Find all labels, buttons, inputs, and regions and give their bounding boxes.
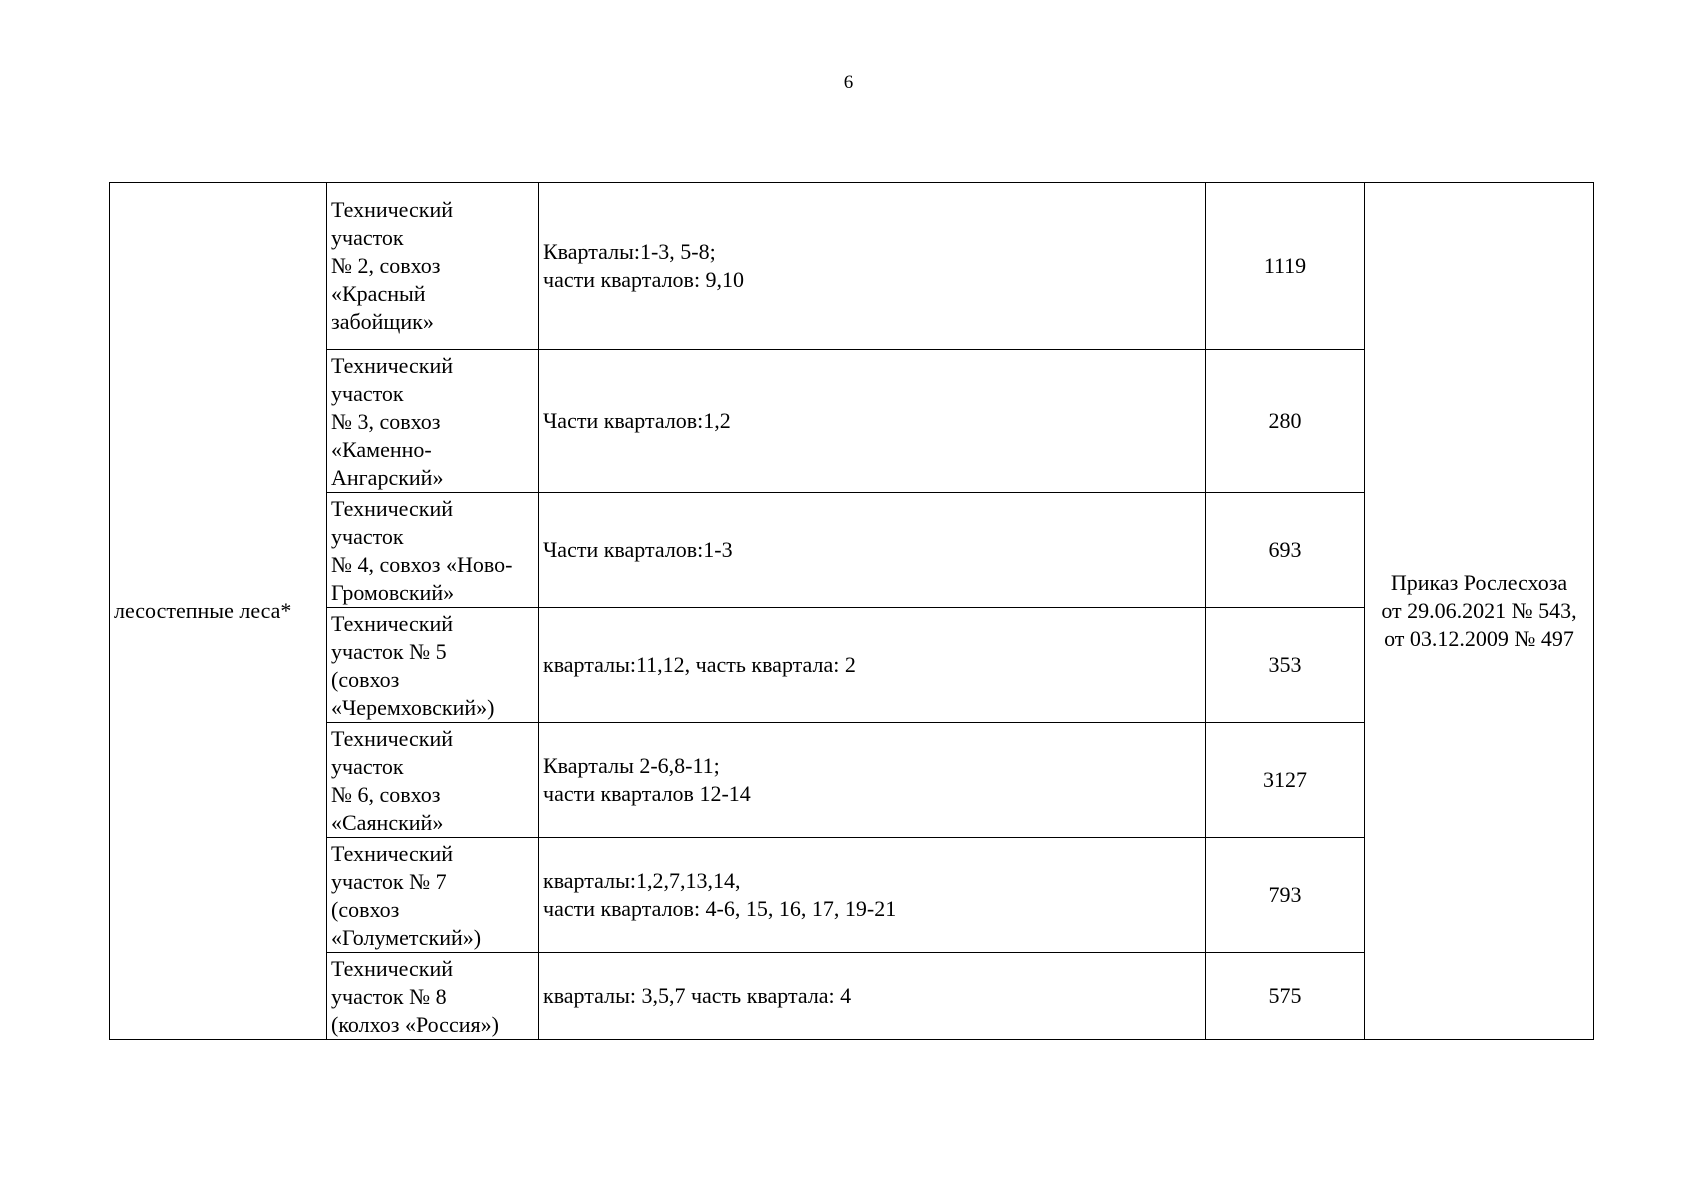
section-line: Технический — [331, 956, 453, 981]
section-cell — [327, 350, 539, 493]
table-row — [110, 183, 1594, 350]
section-line: Технический — [331, 353, 453, 378]
quarters-cell — [539, 350, 1206, 493]
quarters-cell — [539, 183, 1206, 350]
section-cell — [327, 723, 539, 838]
section-line: № 2, совхоз — [331, 253, 441, 278]
quarters-line: Кварталы:1-3, 5-8; — [543, 239, 716, 264]
document-line: от 29.06.2021 № 543, — [1381, 598, 1577, 623]
section-line: «Красный — [331, 281, 426, 306]
forest-category-text: лесостепные леса* — [114, 598, 292, 623]
quarters-line: кварталы:1,2,7,13,14, — [543, 868, 741, 893]
section-line: Громовский» — [331, 580, 455, 605]
area-cell: 1119 — [1206, 183, 1365, 350]
section-line: участок — [331, 754, 404, 779]
page-number: 6 — [843, 72, 854, 93]
area-cell: 3127 — [1206, 723, 1365, 838]
section-line: участок № 7 — [331, 869, 447, 894]
area-cell: 575 — [1206, 953, 1365, 1040]
area-cell: 280 — [1206, 350, 1365, 493]
section-cell — [327, 953, 539, 1040]
section-cell — [327, 838, 539, 953]
section-line: Технический — [331, 841, 453, 866]
section-line: «Черемховский») — [331, 695, 495, 720]
document-line: Приказ Рослесхоза — [1390, 570, 1568, 595]
section-line: (колхоз «Россия») — [331, 1012, 499, 1037]
area-cell: 693 — [1206, 493, 1365, 608]
quarters-line: Части кварталов:1,2 — [543, 408, 731, 433]
section-cell — [327, 608, 539, 723]
area-cell: 353 — [1206, 608, 1365, 723]
quarters-cell — [539, 723, 1206, 838]
section-line: участок — [331, 225, 404, 250]
quarters-line: Части кварталов:1-3 — [543, 537, 733, 562]
section-line: участок № 8 — [331, 984, 447, 1009]
section-line: забойщик» — [331, 309, 434, 334]
section-line: (совхоз — [331, 897, 400, 922]
section-line: № 3, совхоз — [331, 409, 441, 434]
quarters-line: Кварталы 2-6,8-11; — [543, 753, 720, 778]
quarters-cell — [539, 608, 1206, 723]
section-line: Ангарский» — [331, 465, 444, 490]
section-line: Технический — [331, 726, 453, 751]
quarters-cell — [539, 953, 1206, 1040]
section-line: (совхоз — [331, 667, 400, 692]
section-line: «Каменно- — [331, 437, 432, 462]
quarters-line: части кварталов: 4-6, 15, 16, 17, 19-21 — [543, 896, 897, 921]
forest-category-cell — [110, 183, 327, 1040]
quarters-line: кварталы: 3,5,7 часть квартала: 4 — [543, 983, 852, 1008]
area-cell: 793 — [1206, 838, 1365, 953]
quarters-line: части кварталов 12-14 — [543, 781, 751, 806]
section-cell — [327, 183, 539, 350]
section-line: № 6, совхоз — [331, 782, 441, 807]
forest-sections-table — [109, 182, 1594, 1040]
quarters-line: части кварталов: 9,10 — [543, 267, 745, 292]
legal-document-cell — [1365, 183, 1594, 1040]
quarters-cell — [539, 838, 1206, 953]
section-line: Технический — [331, 197, 453, 222]
document-line: от 03.12.2009 № 497 — [1384, 626, 1574, 651]
section-line: Технический — [331, 611, 453, 636]
section-line: участок № 5 — [331, 639, 447, 664]
section-cell — [327, 493, 539, 608]
section-line: № 4, совхоз «Ново- — [331, 552, 513, 577]
section-line: участок — [331, 524, 404, 549]
section-line: «Голуметский») — [331, 925, 482, 950]
quarters-cell — [539, 493, 1206, 608]
section-line: «Саянский» — [331, 810, 444, 835]
section-line: участок — [331, 381, 404, 406]
quarters-line: кварталы:11,12, часть квартала: 2 — [543, 652, 856, 677]
section-line: Технический — [331, 496, 453, 521]
